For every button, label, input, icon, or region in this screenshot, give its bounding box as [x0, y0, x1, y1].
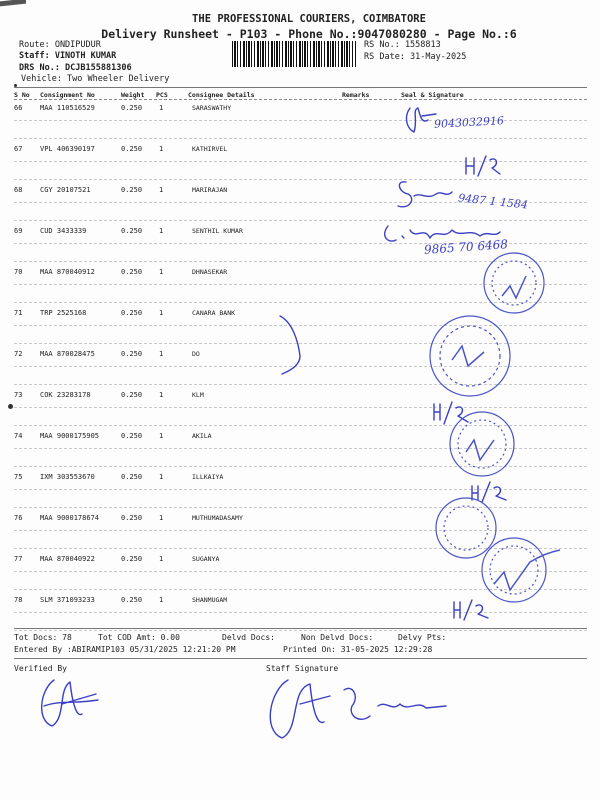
verified-by-label: Verified By: [14, 664, 67, 673]
drs-number: DRS No.: DCJB155881306: [19, 63, 132, 73]
handwritten-phone-row-69: 9865 70 6468: [423, 237, 509, 257]
row-consignment-no: MAA 9000175905: [40, 432, 100, 440]
row-pcs: 1: [159, 268, 164, 276]
total-docs: Tot Docs: 78: [14, 633, 72, 642]
runsheet-subtitle: Delivery Runsheet - P103 - Phone No.:9047080280 - Page No.:6: [101, 27, 517, 41]
row-sno: 69: [14, 227, 23, 235]
row-consignee-name: MARIRAJAN: [192, 186, 228, 194]
row-weight: 0.250: [121, 432, 143, 440]
row-sno: 71: [14, 309, 23, 317]
row-consignment-no: CGY 20107521: [40, 186, 91, 194]
row-consignment-no: COK 23283178: [40, 391, 91, 399]
route-label: Route: ONDIPUDUR: [19, 40, 101, 50]
seal-row-77: [482, 538, 560, 602]
row-consignee-name: DO: [192, 350, 200, 358]
row-consignee-name: AKILA: [192, 432, 212, 440]
row-weight: 0.250: [121, 555, 143, 563]
row-consignee-name: SENTHIL KUMAR: [192, 227, 243, 235]
row-weight: 0.250: [121, 227, 143, 235]
row-weight: 0.250: [121, 268, 143, 276]
row-consignee-name: SARASWATHY: [192, 104, 232, 112]
row-sno: 67: [14, 145, 23, 153]
handwritten-phone-row-66: 9043032916: [433, 114, 505, 131]
staff-signature-label: Staff Signature: [266, 664, 339, 673]
col-header-weight: Weight: [121, 91, 145, 99]
rs-date: RS Date: 31-May-2025: [364, 52, 467, 62]
row-pcs: 1: [159, 186, 164, 194]
row-pcs: 1: [159, 145, 164, 153]
row-weight: 0.250: [121, 104, 143, 112]
row-sno: 75: [14, 473, 23, 481]
row-weight: 0.250: [121, 391, 143, 399]
handwritten-phone-row-68: 9487 1 1584: [457, 191, 529, 212]
row-consignee-name: CANARA BANK: [192, 309, 236, 317]
row-consignment-no: CUD 3433339: [40, 227, 87, 235]
company-title: THE PROFESSIONAL COURIERS, COIMBATORE: [192, 13, 426, 25]
staff-signature: [270, 680, 446, 738]
row-sno: 70: [14, 268, 23, 276]
row-weight: 0.250: [121, 309, 143, 317]
row-sno: 72: [14, 350, 23, 358]
row-weight: 0.250: [121, 596, 143, 604]
printed-on: Printed On: 31-05-2025 12:29:28: [283, 645, 433, 654]
row-sno: 74: [14, 432, 23, 440]
row-pcs: 1: [159, 391, 164, 399]
hr-mark-row-67: [466, 156, 500, 176]
seal-row-76: [436, 498, 496, 558]
row-consignee-name: ILLKAIYA: [192, 473, 224, 481]
row-weight: 0.250: [121, 473, 143, 481]
entered-by: Entered By :ABIRAMIP103 05/31/2025 12:21:20 PM: [14, 645, 236, 654]
row-consignment-no: VPL 406390197: [40, 145, 95, 153]
row-consignee-name: SUGANYA: [192, 555, 220, 563]
hr-mark-row-75: [472, 482, 506, 502]
row-sno: 68: [14, 186, 23, 194]
row-weight: 0.250: [121, 186, 143, 194]
row-pcs: 1: [159, 432, 164, 440]
non-delivered-docs: Non Delvd Docs:: [301, 633, 374, 642]
row-pcs: 1: [159, 596, 164, 604]
col-header-sno: S No: [14, 91, 30, 99]
row-sno: 66: [14, 104, 23, 112]
row-weight: 0.250: [121, 514, 143, 522]
row-consignment-no: TRP 2525168: [40, 309, 87, 317]
staff-label: Staff: VINOTH KUMAR: [19, 51, 117, 61]
row-pcs: 1: [159, 514, 164, 522]
row-weight: 0.250: [121, 145, 143, 153]
row-sno: 77: [14, 555, 23, 563]
col-header-consignee: Consignee Details: [188, 91, 255, 99]
row-consignee-name: KATHIRVEL: [192, 145, 228, 153]
seal-row-70: [484, 253, 544, 313]
row-consignment-no: SLM 371093233: [40, 596, 95, 604]
signature-row-66: [407, 108, 436, 132]
check-mark-row-71: [280, 316, 300, 374]
row-consignee-name: MUTHUMADASAMY: [192, 514, 243, 522]
row-sno: 76: [14, 514, 23, 522]
row-consignment-no: MAA 870040912: [40, 268, 95, 276]
hr-mark-row-78: [454, 600, 488, 620]
delivery-points: Delvy Pts:: [398, 633, 447, 642]
row-consignee-name: KLM: [192, 391, 204, 399]
delivered-docs: Delvd Docs:: [222, 633, 275, 642]
hr-mark-row-73: [434, 402, 468, 424]
row-consignee-name: SHANMUGAM: [192, 596, 228, 604]
col-header-consignment: Consignment No: [40, 91, 95, 99]
row-consignment-no: MAA 870028475: [40, 350, 95, 358]
row-consignment-no: MAA 870040922: [40, 555, 95, 563]
seal-row-75: [450, 412, 514, 476]
verified-signature: [42, 680, 98, 726]
seal-row-72: [430, 316, 510, 396]
signature-row-68: [398, 182, 452, 207]
row-sno: 73: [14, 391, 23, 399]
row-consignment-no: MAA 9000178674: [40, 514, 100, 522]
row-consignment-no: MAA 110516529: [40, 104, 95, 112]
col-header-remarks: Remarks: [342, 91, 370, 99]
row-pcs: 1: [159, 350, 164, 358]
row-pcs: 1: [159, 555, 164, 563]
col-header-seal-signature: Seal & Signature: [401, 91, 464, 99]
row-pcs: 1: [159, 227, 164, 235]
row-sno: 78: [14, 596, 23, 604]
rs-number: RS No.: 1558813: [364, 40, 441, 50]
row-pcs: 1: [159, 104, 164, 112]
row-weight: 0.250: [121, 350, 143, 358]
vehicle-label: Vehicle: Two Wheeler Delivery: [21, 74, 170, 84]
row-consignee-name: DHNASEKAR: [192, 268, 228, 276]
row-pcs: 1: [159, 309, 164, 317]
col-header-pcs: PCS: [156, 91, 168, 99]
row-consignment-no: IXM 303553670: [40, 473, 95, 481]
total-cod-amount: Tot COD Amt: 0.00: [98, 633, 180, 642]
row-pcs: 1: [159, 473, 164, 481]
